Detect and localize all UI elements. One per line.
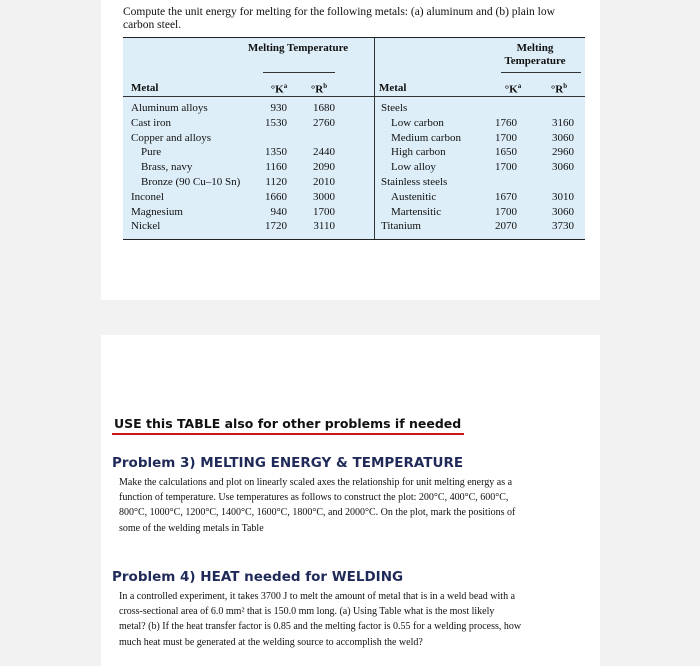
table-row-rankine: 2960	[552, 146, 574, 159]
right-k-header: $^\circ K^a$	[504, 82, 522, 96]
problem-3-title: Problem 3) MELTING ENERGY & TEMPERATURE	[112, 455, 464, 471]
table-row-metal: Nickel	[131, 220, 161, 233]
question-text: Compute the unit energy for melting for the following metals: (a) aluminum and (b) plain low carbon steel.	[123, 6, 555, 31]
table-row-metal: Magnesium	[131, 205, 183, 218]
table-row-metal: Titanium	[381, 220, 421, 233]
table-row-kelvin: 1650	[495, 146, 517, 159]
table-row-metal: Austenitic	[391, 190, 437, 203]
table-row-kelvin: 2070	[495, 220, 517, 233]
table-row-kelvin: 1120	[265, 176, 287, 188]
problem-3-line: 800°C, 1000°C, 1200°C, 1400°C, 1600°C, 1800°C, and 2000°C. On the plot, mark the positions of	[119, 507, 516, 519]
table-row-metal: Copper and alloys	[131, 131, 212, 144]
table-row-kelvin: 1350	[265, 146, 287, 159]
table-row-metal: Aluminum alloys	[131, 102, 208, 114]
table-row-metal: Low carbon	[391, 116, 444, 129]
page-top	[101, 0, 600, 300]
melting-temperature-table	[123, 37, 585, 240]
table-row-kelvin: 1160	[265, 161, 287, 174]
table-row-rankine: 2440	[313, 146, 335, 159]
problem-4-title: Problem 4) HEAT needed for WELDING	[112, 569, 404, 585]
table-row-metal: Pure	[141, 146, 162, 159]
table-row-kelvin: 1700	[495, 131, 517, 144]
table-row-rankine: 3060	[552, 131, 574, 144]
use-table-note: USE this TABLE also for other problems if needed	[112, 415, 464, 435]
right-group-header: Melting Temperature	[504, 42, 566, 67]
table-row-rankine: 2760	[313, 116, 335, 129]
table-row-kelvin: 940	[270, 205, 287, 218]
problem-4-line: metal? (b) If the heat transfer factor is 0.85 and the melting factor is 0.55 for a welding process, how	[119, 621, 522, 633]
problem-3-body	[119, 475, 589, 536]
table-row-rankine: 3160	[552, 116, 574, 129]
problem-3-line: function of temperature. Use temperatures as follows to construct the plot: 200°C, 400°C, 600°C,	[119, 492, 509, 504]
problem-4-line: much heat must be generated at the welding source to accomplish the weld?	[119, 636, 423, 648]
left-metal-header: Metal	[131, 82, 159, 94]
table-row-rankine: 1680	[313, 102, 335, 114]
problem-4-line: cross-sectional area of 6.0 mm² that is 150.0 mm long. (a) Using Table what is the most likely	[119, 606, 495, 618]
table-row-metal: Cast iron	[131, 116, 172, 129]
table-row-metal: Steels	[381, 102, 408, 114]
table-row-rankine: 3000	[313, 190, 335, 203]
page-bottom	[101, 335, 600, 666]
problem-4-line: In a controlled experiment, it takes 3700 J to melt the amount of metal that is in a weld bead with a	[119, 591, 516, 602]
table-row-metal: Brass, navy	[141, 161, 193, 174]
table-row-rankine: 3730	[552, 220, 574, 233]
table-row-metal: Medium carbon	[391, 131, 461, 144]
table-row-metal: High carbon	[391, 146, 446, 159]
table-row-metal: Martensitic	[391, 205, 442, 218]
table-row-metal: Inconel	[131, 190, 164, 203]
table-row-kelvin: 1700	[495, 161, 517, 174]
table-row-rankine: 3010	[552, 190, 574, 203]
problem-4-body	[119, 589, 589, 650]
left-group-header: Melting Temperature	[247, 42, 349, 54]
table-row-kelvin: 1670	[495, 190, 517, 203]
table-row-kelvin: 1760	[495, 116, 517, 129]
left-k-header: $^\circ K^a$	[270, 82, 288, 96]
table-row-kelvin: 1720	[265, 220, 287, 233]
table-row-metal: Stainless steels	[381, 176, 448, 188]
table-row-rankine: 1700	[313, 205, 335, 218]
right-r-header: $^\circ R^b$	[550, 82, 568, 96]
right-metal-header: Metal	[379, 82, 407, 94]
table-row-rankine: 2090	[313, 161, 335, 174]
table-row-kelvin: 1660	[265, 190, 287, 203]
problem-3-line: some of the welding metals in Table	[119, 522, 264, 534]
problem-3-line: Make the calculations and plot on linearly scaled axes the relationship for unit melting energy as a	[119, 477, 513, 488]
table-row-kelvin: 930	[270, 102, 287, 114]
table-row-metal: Low alloy	[391, 161, 436, 174]
table-row-kelvin: 1530	[265, 116, 287, 129]
table-row-rankine: 3060	[552, 161, 574, 174]
table-row-rankine: 3060	[552, 205, 574, 218]
table-row-rankine: 3110	[313, 220, 335, 233]
table-row-kelvin: 1700	[495, 205, 517, 218]
table-row-metal: Bronze (90 Cu–10 Sn)	[141, 176, 241, 188]
left-r-header: $^\circ R^b$	[310, 82, 328, 96]
table-row-rankine: 2010	[313, 176, 335, 188]
